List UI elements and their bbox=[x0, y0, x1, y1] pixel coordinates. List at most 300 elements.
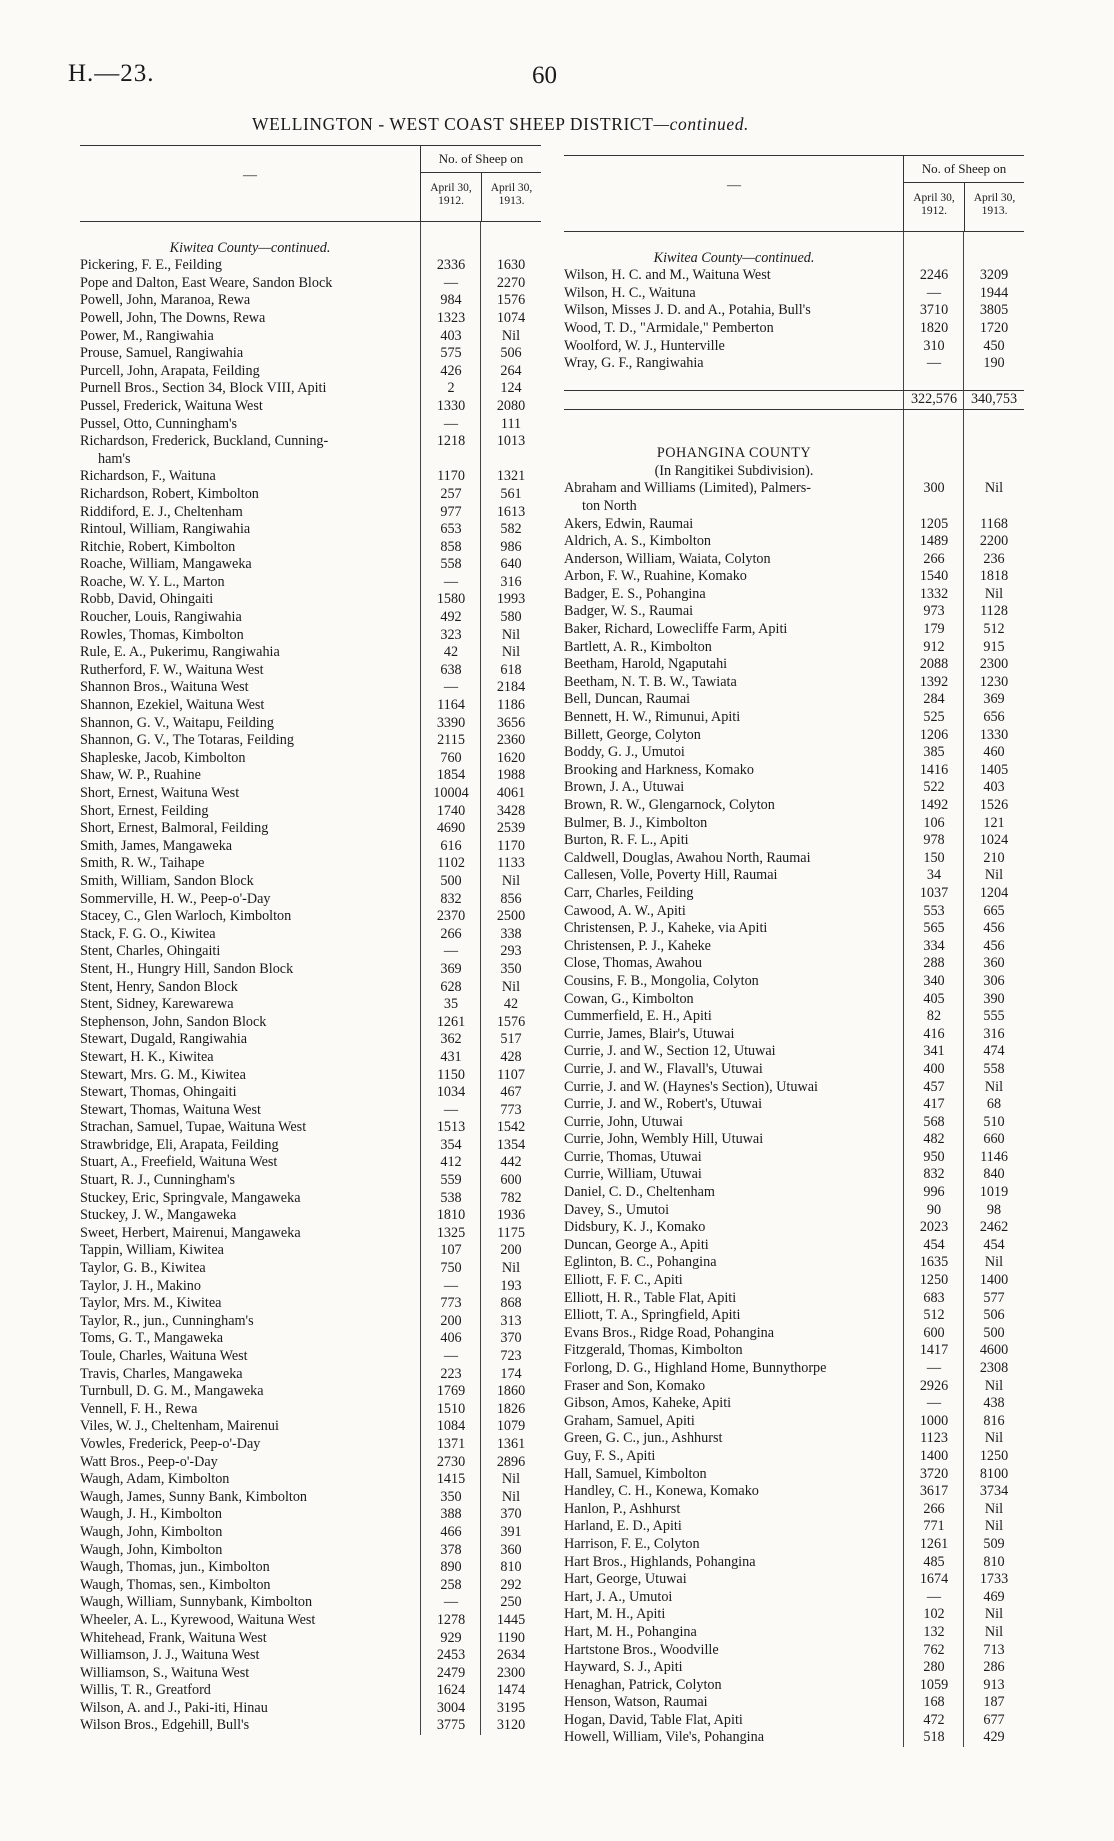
table-row bbox=[80, 1577, 541, 1595]
sheep-1912: 628 bbox=[440, 978, 462, 995]
owner-name bbox=[564, 727, 904, 745]
table-row bbox=[80, 679, 541, 697]
table-row bbox=[80, 1524, 541, 1542]
owner-name bbox=[80, 1260, 420, 1278]
owner-name-text: Shaw, W. P., Ruahine bbox=[80, 767, 201, 784]
table-row bbox=[80, 1594, 541, 1612]
sheep-1913: Nil bbox=[984, 1377, 1004, 1394]
owner-name bbox=[80, 1559, 420, 1577]
owner-name bbox=[80, 1647, 420, 1665]
sheep-1912: 2336 bbox=[436, 257, 466, 274]
table-row bbox=[564, 1624, 1024, 1642]
owner-name-text: Williamson, J. J., Waituna West bbox=[80, 1647, 260, 1664]
table-row bbox=[564, 302, 1024, 320]
owner-name-text: Stent, Charles, Ohingaiti bbox=[80, 943, 221, 960]
header-dash: — bbox=[243, 168, 257, 183]
table-row bbox=[80, 292, 541, 310]
sheep-1912: 2 bbox=[447, 380, 455, 397]
sheep-1912: 354 bbox=[440, 1136, 462, 1153]
table-row bbox=[80, 662, 541, 680]
owner-name-text: Hanlon, P., Ashhurst bbox=[564, 1500, 681, 1517]
sheep-1912: 1371 bbox=[436, 1435, 466, 1452]
table-row bbox=[564, 1501, 1024, 1519]
sheep-1912: 3390 bbox=[436, 714, 466, 731]
table-row bbox=[564, 551, 1024, 569]
sheep-1913: 316 bbox=[983, 1025, 1005, 1042]
table-row bbox=[564, 285, 1024, 303]
owner-name-text: Power, M., Rangiwahia bbox=[80, 327, 214, 344]
table-row bbox=[80, 257, 541, 275]
sheep-1913: 510 bbox=[983, 1113, 1005, 1130]
sheep-1912: 3710 bbox=[919, 302, 949, 319]
sheep-1913: 677 bbox=[983, 1711, 1005, 1728]
table-row bbox=[564, 1360, 1024, 1378]
owner-name bbox=[564, 302, 904, 320]
table-row bbox=[80, 715, 541, 733]
owner-name bbox=[80, 345, 420, 363]
sheep-1913: 1250 bbox=[979, 1447, 1009, 1464]
sheep-1912: 1206 bbox=[919, 726, 949, 743]
table-row bbox=[564, 516, 1024, 534]
owner-name bbox=[564, 1554, 904, 1572]
table-row bbox=[564, 1518, 1024, 1536]
sheep-1912: 107 bbox=[440, 1242, 462, 1259]
owner-name-text: Taylor, G. B., Kiwitea bbox=[80, 1260, 206, 1277]
sheep-1913: 1133 bbox=[497, 855, 525, 872]
owner-name-text: Pope and Dalton, East Weare, Sandon Block bbox=[80, 274, 333, 291]
owner-name bbox=[80, 679, 420, 697]
table-row bbox=[80, 1260, 541, 1278]
sheep-1912: 2479 bbox=[436, 1664, 466, 1681]
owner-name bbox=[564, 1114, 904, 1132]
owner-name bbox=[564, 1395, 904, 1413]
sheep-1912: 2088 bbox=[919, 656, 949, 673]
owner-name bbox=[80, 1577, 420, 1595]
table-row bbox=[80, 328, 541, 346]
sheep-1913: 2896 bbox=[496, 1453, 526, 1470]
owner-name-text: Hart Bros., Highlands, Pohangina bbox=[564, 1553, 756, 1570]
table-row bbox=[80, 855, 541, 873]
sheep-1913: 474 bbox=[983, 1043, 1005, 1060]
sheep-1913: Nil bbox=[501, 872, 521, 889]
sheep-1913: 1024 bbox=[979, 832, 1009, 849]
sheep-1912: — bbox=[443, 1348, 459, 1364]
owner-name-text: Elliott, F. F. C., Apiti bbox=[564, 1272, 683, 1289]
sheep-1912: — bbox=[443, 679, 459, 696]
owner-name-text: Shannon Bros., Waituna West bbox=[80, 679, 249, 696]
owner-name-text: Badger, E. S., Pohangina bbox=[564, 585, 706, 602]
owner-name bbox=[80, 926, 420, 944]
sheep-1912: 1820 bbox=[919, 319, 949, 336]
sheep-1912: — bbox=[443, 943, 459, 960]
sheep-1912: — bbox=[443, 573, 459, 590]
owner-name bbox=[80, 1242, 420, 1260]
sheep-1913: Nil bbox=[501, 1488, 521, 1505]
table-row bbox=[80, 504, 541, 522]
owner-name-text: Purcell, John, Arapata, Feilding bbox=[80, 362, 260, 379]
table-row bbox=[80, 1454, 541, 1472]
sheep-1913: 2500 bbox=[496, 908, 526, 925]
owner-name-text: Currie, J. and W., Robert's, Utuwai bbox=[564, 1096, 763, 1113]
sheep-1912: 388 bbox=[440, 1506, 462, 1523]
table-row bbox=[80, 1014, 541, 1032]
header-sheep-group bbox=[903, 156, 1024, 231]
owner-name-text: Stuckey, J. W., Mangaweka bbox=[80, 1207, 237, 1224]
table-row bbox=[80, 627, 541, 645]
sheep-1913: 3656 bbox=[496, 714, 526, 731]
sheep-1913: 1526 bbox=[979, 797, 1009, 813]
sheep-1913: Nil bbox=[984, 1518, 1004, 1535]
sheep-1913: 8100 bbox=[979, 1465, 1009, 1482]
sheep-1912: 457 bbox=[923, 1078, 945, 1095]
table-row bbox=[564, 533, 1024, 551]
owner-name-text: Badger, W. S., Raumai bbox=[564, 603, 694, 620]
sheep-1913: 1321 bbox=[496, 468, 526, 485]
owner-name-text: Bartlett, A. R., Kimbolton bbox=[564, 638, 712, 655]
sheep-1912: 378 bbox=[440, 1541, 462, 1558]
owner-name-text: Waugh, Thomas, jun., Kimbolton bbox=[80, 1559, 270, 1576]
owner-name bbox=[564, 1642, 904, 1660]
page-title bbox=[252, 114, 749, 135]
owner-name bbox=[564, 1342, 904, 1360]
sheep-1913: 506 bbox=[500, 345, 522, 362]
owner-name-text: Kiwitea County—continued. bbox=[653, 249, 815, 266]
sheep-1913: 2300 bbox=[979, 656, 1009, 673]
table-row bbox=[80, 1084, 541, 1102]
sheep-1912: 996 bbox=[923, 1184, 945, 1201]
owner-name-text: Brown, J. A., Utuwai bbox=[564, 779, 685, 796]
sheep-1912: 553 bbox=[923, 902, 945, 919]
owner-name-text: Beetham, Harold, Ngaputahi bbox=[564, 656, 728, 673]
owner-name-text: Wilson, H. C., Waituna bbox=[564, 284, 696, 301]
table-row bbox=[564, 1483, 1024, 1501]
owner-name bbox=[80, 1489, 420, 1507]
owner-name bbox=[564, 674, 904, 692]
owner-name bbox=[564, 903, 904, 921]
sheep-1912: 34 bbox=[926, 867, 942, 884]
table-row bbox=[80, 1471, 541, 1489]
sheep-1912: 568 bbox=[923, 1113, 945, 1130]
owner-name bbox=[564, 568, 904, 586]
sheep-1913: 2300 bbox=[496, 1664, 526, 1681]
owner-name-text: Stuckey, Eric, Springvale, Mangaweka bbox=[80, 1189, 301, 1206]
right-table bbox=[564, 155, 1024, 1747]
table-row bbox=[80, 451, 541, 469]
table-row bbox=[80, 1102, 541, 1120]
sheep-1912: — bbox=[443, 1594, 459, 1611]
table-row bbox=[564, 1589, 1024, 1607]
sheep-1912: 1250 bbox=[919, 1272, 949, 1289]
owner-name-text: Richardson, F., Waituna bbox=[80, 468, 216, 485]
owner-name bbox=[80, 1313, 420, 1331]
owner-name-text: Purnell Bros., Section 34, Block VIII, Apiti bbox=[80, 380, 327, 397]
sheep-1912: 1416 bbox=[919, 761, 949, 778]
owner-name-text: Elliott, H. R., Table Flat, Apiti bbox=[564, 1289, 737, 1306]
sheep-1913: 1818 bbox=[979, 568, 1009, 585]
sheep-1913: 665 bbox=[983, 902, 1005, 919]
sheep-1913: Nil bbox=[984, 1430, 1004, 1447]
table-row bbox=[80, 908, 541, 926]
sheep-1913: 1128 bbox=[980, 603, 1008, 620]
sheep-1913: 1936 bbox=[496, 1207, 526, 1224]
owner-name-text: Hogan, David, Table Flat, Apiti bbox=[564, 1711, 743, 1728]
table-row bbox=[80, 363, 541, 381]
table-row bbox=[564, 639, 1024, 657]
sheep-1913: 512 bbox=[983, 621, 1005, 638]
owner-name-text: Arbon, F. W., Ruahine, Komako bbox=[564, 568, 747, 585]
owner-name-text: Roache, W. Y. L., Marton bbox=[80, 573, 225, 590]
table-row bbox=[80, 486, 541, 504]
sheep-1913: 293 bbox=[500, 943, 522, 960]
owner-name-text: Short, Ernest, Feilding bbox=[80, 802, 209, 819]
report-reference: H.—23. bbox=[68, 60, 155, 87]
owner-name bbox=[564, 991, 904, 1009]
owner-name bbox=[80, 1717, 420, 1735]
sheep-1912: 1332 bbox=[919, 585, 949, 602]
table-row bbox=[80, 1313, 541, 1331]
title-main: WELLINGTON - WEST COAST SHEEP DISTRICT bbox=[252, 114, 654, 134]
owner-name bbox=[80, 556, 420, 574]
sheep-1913: 1107 bbox=[497, 1066, 525, 1083]
owner-name bbox=[80, 1084, 420, 1102]
owner-name bbox=[80, 1137, 420, 1155]
owner-name bbox=[564, 1501, 904, 1519]
table-row bbox=[80, 820, 541, 838]
sheep-1913: 1074 bbox=[496, 309, 526, 326]
table-row bbox=[80, 1506, 541, 1524]
owner-name bbox=[564, 1712, 904, 1730]
table-row bbox=[80, 750, 541, 768]
owner-name-text: Boddy, G. J., Umutoi bbox=[564, 744, 685, 761]
table-row bbox=[564, 1606, 1024, 1624]
sheep-1912: 525 bbox=[923, 709, 945, 726]
table-row bbox=[564, 903, 1024, 921]
table-row bbox=[564, 920, 1024, 938]
table-row bbox=[80, 1418, 541, 1436]
table-row bbox=[564, 1448, 1024, 1466]
owner-name bbox=[80, 1014, 420, 1032]
sheep-1912: 405 bbox=[923, 990, 945, 1007]
owner-name bbox=[564, 1131, 904, 1149]
owner-name bbox=[564, 516, 904, 534]
sheep-1913: Nil bbox=[984, 867, 1004, 884]
sheep-1913: 200 bbox=[500, 1242, 522, 1259]
table-row bbox=[564, 1677, 1024, 1695]
sheep-1912: 1415 bbox=[436, 1471, 466, 1488]
sheep-1913: 810 bbox=[500, 1559, 522, 1576]
sheep-1912: 683 bbox=[923, 1289, 945, 1306]
section-heading bbox=[80, 240, 541, 258]
table-row bbox=[564, 1413, 1024, 1431]
sheep-1913: 460 bbox=[983, 744, 1005, 761]
sheep-1913: 1168 bbox=[980, 515, 1008, 532]
owner-name-text: Wilson Bros., Edgehill, Bull's bbox=[80, 1717, 250, 1734]
sheep-1913: 1576 bbox=[496, 1013, 526, 1030]
owner-name-text: Sommerville, H. W., Peep-o'-Day bbox=[80, 890, 271, 907]
sheep-1912: 323 bbox=[440, 626, 462, 643]
owner-name-text: Wood, T. D., "Armidale," Pemberton bbox=[564, 319, 774, 336]
owner-name bbox=[80, 1190, 420, 1208]
owner-name bbox=[80, 767, 420, 785]
table-row bbox=[80, 468, 541, 486]
owner-name bbox=[80, 627, 420, 645]
owner-name-text: Christensen, P. J., Kaheke bbox=[564, 937, 711, 954]
sheep-1913: 469 bbox=[983, 1588, 1005, 1605]
table-row bbox=[80, 1067, 541, 1085]
owner-name-text: Wheeler, A. L., Kyrewood, Waituna West bbox=[80, 1611, 316, 1628]
owner-name-text: POHANGINA COUNTY bbox=[656, 445, 812, 462]
sheep-1912: 2730 bbox=[436, 1453, 466, 1470]
owner-name bbox=[80, 1454, 420, 1472]
owner-name-text: Hart, M. H., Pohangina bbox=[564, 1623, 697, 1640]
owner-name-text: Brown, R. W., Glengarnock, Colyton bbox=[564, 797, 775, 813]
owner-name bbox=[564, 1096, 904, 1114]
sheep-1912: — bbox=[443, 1101, 459, 1118]
sheep-1913: 456 bbox=[983, 937, 1005, 954]
owner-name bbox=[80, 1542, 420, 1560]
sheep-1913: 1019 bbox=[979, 1184, 1009, 1201]
spacer-row bbox=[564, 428, 1024, 446]
sheep-1912: 417 bbox=[923, 1096, 945, 1113]
sheep-1912: 1330 bbox=[436, 397, 466, 414]
owner-name-text: Pussel, Otto, Cunningham's bbox=[80, 415, 238, 432]
table-row bbox=[564, 797, 1024, 815]
sheep-1913: Nil bbox=[984, 585, 1004, 602]
owner-name bbox=[564, 779, 904, 797]
owner-name-text: Powell, John, The Downs, Rewa bbox=[80, 309, 266, 326]
owner-name bbox=[80, 1278, 420, 1296]
table-row bbox=[80, 873, 541, 891]
sheep-1912: 773 bbox=[440, 1295, 462, 1312]
owner-name bbox=[80, 1330, 420, 1348]
owner-name-text: Woolford, W. J., Hunterville bbox=[564, 337, 725, 354]
table-row bbox=[564, 1342, 1024, 1360]
sheep-1912: 977 bbox=[440, 503, 462, 520]
sheep-1913: 1400 bbox=[979, 1272, 1009, 1289]
sheep-1913: 370 bbox=[500, 1330, 522, 1347]
sheep-1912: 1624 bbox=[436, 1682, 466, 1699]
table-row bbox=[80, 1295, 541, 1313]
sheep-1912: 760 bbox=[440, 749, 462, 766]
table-row bbox=[564, 815, 1024, 833]
table-row bbox=[80, 979, 541, 997]
table-row bbox=[80, 275, 541, 293]
owner-name bbox=[80, 873, 420, 891]
table-row bbox=[564, 674, 1024, 692]
table-row bbox=[564, 1184, 1024, 1202]
owner-name bbox=[564, 885, 904, 903]
table-row bbox=[564, 1554, 1024, 1572]
sheep-1912: 1674 bbox=[919, 1571, 949, 1588]
owner-name-text: Short, Ernest, Waituna West bbox=[80, 785, 240, 801]
sheep-1913: 250 bbox=[500, 1594, 522, 1611]
owner-name-text: Stewart, Thomas, Ohingaiti bbox=[80, 1084, 237, 1101]
sheep-1912: 340 bbox=[923, 972, 945, 989]
owner-name-text: Smith, William, Sandon Block bbox=[80, 872, 254, 889]
owner-name-text: Waugh, James, Sunny Bank, Kimbolton bbox=[80, 1488, 308, 1505]
table-row bbox=[564, 850, 1024, 868]
sheep-1913: 1175 bbox=[497, 1224, 525, 1241]
owner-name-text: Hall, Samuel, Kimbolton bbox=[564, 1465, 707, 1482]
sheep-1913: 555 bbox=[983, 1008, 1005, 1025]
sheep-1912: 1170 bbox=[437, 468, 465, 485]
sheep-1912: 978 bbox=[923, 832, 945, 849]
table-row bbox=[80, 380, 541, 398]
owner-name bbox=[80, 292, 420, 310]
owner-name bbox=[80, 1348, 420, 1366]
owner-name-text: Stuart, R. J., Cunningham's bbox=[80, 1172, 236, 1189]
sheep-1913: 582 bbox=[500, 521, 522, 538]
owner-name-text: Bulmer, B. J., Kimbolton bbox=[564, 814, 708, 831]
owner-name-text: Taylor, Mrs. M., Kiwitea bbox=[80, 1295, 222, 1312]
sheep-1912: 500 bbox=[440, 872, 462, 889]
table-row bbox=[80, 1682, 541, 1700]
sheep-1913: 1186 bbox=[497, 697, 525, 714]
owner-name-text: Duncan, George A., Apiti bbox=[564, 1236, 709, 1253]
table-row bbox=[80, 1154, 541, 1172]
owner-name-text: Billett, George, Colyton bbox=[564, 726, 701, 743]
owner-name-text: Prouse, Samuel, Rangiwahia bbox=[80, 345, 244, 362]
owner-name bbox=[564, 762, 904, 780]
sheep-1913: 2634 bbox=[496, 1647, 526, 1664]
owner-name-text: Turnbull, D. G. M., Mangaweka bbox=[80, 1383, 264, 1400]
owner-name-text: Waugh, William, Sunnybank, Kimbolton bbox=[80, 1594, 313, 1611]
table-row bbox=[564, 727, 1024, 745]
table-row bbox=[80, 1348, 541, 1366]
owner-name-text: Stacey, C., Glen Warloch, Kimbolton bbox=[80, 908, 292, 925]
owner-name bbox=[564, 355, 904, 373]
owner-name bbox=[80, 1102, 420, 1120]
sheep-1913: 42 bbox=[503, 996, 519, 1013]
owner-name-text: Currie, J. and W. (Haynes's Section), Utuwai bbox=[564, 1078, 818, 1095]
owner-name bbox=[80, 468, 420, 486]
sheep-1913: 2360 bbox=[496, 732, 526, 749]
section-heading bbox=[564, 463, 1024, 481]
sheep-1912: 1580 bbox=[436, 591, 466, 608]
owner-name-text: Vowles, Frederick, Peep-o'-Day bbox=[80, 1435, 261, 1452]
sheep-1913: 190 bbox=[983, 355, 1005, 372]
table-row bbox=[564, 1254, 1024, 1272]
owner-name-text: Graham, Samuel, Apiti bbox=[564, 1412, 695, 1429]
owner-name-text: Elliott, T. A., Springfield, Apiti bbox=[564, 1307, 741, 1324]
owner-name-text: Beetham, N. T. B. W., Tawiata bbox=[564, 673, 737, 690]
table-row bbox=[564, 1694, 1024, 1712]
sheep-1912: 431 bbox=[440, 1048, 462, 1065]
sheep-1912: 1492 bbox=[919, 797, 949, 813]
sheep-1913: 124 bbox=[500, 380, 522, 397]
sheep-1913: Nil bbox=[984, 1606, 1004, 1623]
owner-name-text: Aldrich, A. S., Kimbolton bbox=[564, 533, 712, 550]
sheep-1912: 223 bbox=[440, 1365, 462, 1382]
owner-name-text: Watt Bros., Peep-o'-Day bbox=[80, 1453, 218, 1470]
owner-name bbox=[80, 240, 420, 258]
sheep-1913: 1988 bbox=[496, 767, 526, 784]
table-row bbox=[80, 1630, 541, 1648]
table-row bbox=[80, 1242, 541, 1260]
table-row bbox=[564, 867, 1024, 885]
table-row bbox=[564, 656, 1024, 674]
owner-name-text: Stuart, A., Freefield, Waituna West bbox=[80, 1154, 278, 1171]
owner-name bbox=[80, 1471, 420, 1489]
sheep-1913: 561 bbox=[500, 485, 522, 502]
sheep-1912: 403 bbox=[440, 327, 462, 344]
owner-name-text: Smith, R. W., Taihape bbox=[80, 855, 205, 872]
sheep-1913: 1330 bbox=[979, 726, 1009, 743]
sheep-1913: 517 bbox=[500, 1031, 522, 1048]
owner-name-text: Forlong, D. G., Highland Home, Bunnythorpe bbox=[564, 1360, 827, 1376]
table-row bbox=[564, 320, 1024, 338]
table-row bbox=[80, 1172, 541, 1190]
